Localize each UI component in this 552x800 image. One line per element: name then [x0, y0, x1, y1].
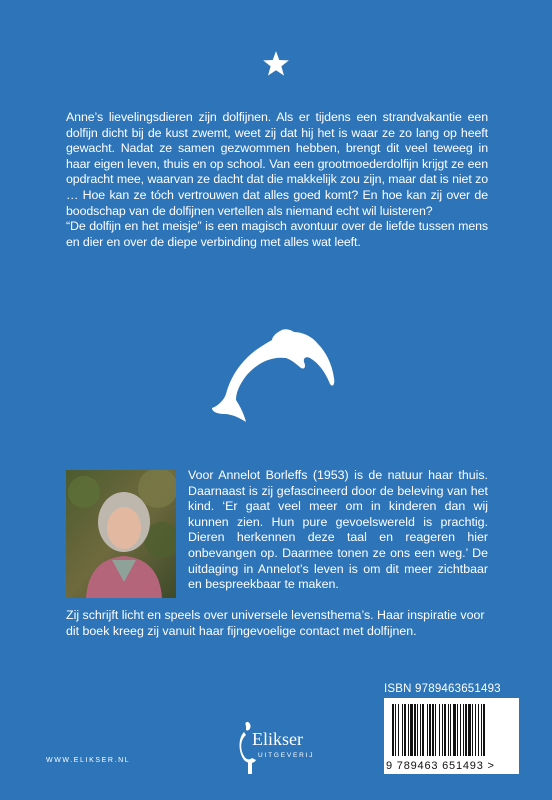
author-bio-text: Voor Annelot Borleffs (1953) is de natuur haar thuis. Daarnaast is zij gefascineerd door de beleving van het kind. ‘Er gaat veel meer om in kinderen dan wij kunnen zien. Hun pure gevoelswereld is prachtig. Dieren herkennen deze taal en reageren hier onbevangen op. Daarmee tonen ze ons een weg.’ De uitdaging in Annelot’s leven is om dit meer zichtbaar en bespreekbaar te maken. — [188, 468, 488, 592]
barcode-bar — [439, 704, 440, 756]
back-cover-blurb — [66, 110, 488, 250]
author-bio — [188, 468, 488, 593]
star-icon — [262, 50, 290, 78]
barcode-digits: 9 789463 651493 > — [386, 760, 495, 772]
barcode-bar — [475, 704, 476, 756]
barcode-bar — [444, 704, 446, 756]
barcode-bar — [398, 704, 399, 756]
publisher-name: Elikser — [252, 729, 303, 749]
barcode-bar — [442, 704, 443, 756]
barcode-bar — [472, 704, 473, 756]
barcode-bar — [422, 704, 424, 756]
barcode-bar — [392, 704, 394, 756]
barcode-bar — [395, 704, 396, 756]
barcode-bar — [429, 704, 431, 756]
barcode-bar — [420, 704, 421, 756]
barcode-bar — [457, 704, 458, 756]
blurb-paragraph: Anne’s lievelingsdieren zijn dolfijnen. Als er tijdens een strandvakantie een dolfijn dicht bij de kust zwemt, weet zij dat hij het is waar ze zo lang op heeft gewacht. Nadat ze samen gezwommen hebben, brengt dit veel teweeg in haar eigen leven, thuis en op school. Van een grootmoederdolfijn krijgt ze een opdracht mee, waarvan ze dacht dat die makkelijk zou zijn, maar dat is niet zo … Hoe kan ze tóch vertrouwen dat alles goed komt? En hoe kan zij over de boodschap van de dolfijnen vertellen als niemand echt wil luisteren? — [66, 110, 488, 218]
author-bio-continued — [66, 608, 490, 639]
barcode-bar — [478, 704, 479, 756]
barcode-bar — [432, 704, 434, 756]
barcode-bar — [468, 704, 471, 756]
author-photo — [66, 470, 176, 598]
barcode-bar — [465, 704, 467, 756]
barcode-bar — [410, 704, 413, 756]
barcode-bar — [402, 704, 403, 756]
blurb-paragraph: “De dolfijn en het meisje” is een magisch avontuur over de liefde tussen mens en dier en over de diepe verbinding met alles wat leeft. — [66, 219, 488, 249]
isbn-label: ISBN 9789463651493 — [384, 683, 501, 695]
barcode-bar — [450, 704, 451, 756]
barcode-bar — [448, 704, 449, 756]
barcode-bar — [414, 704, 416, 756]
barcode-bar — [463, 704, 464, 756]
barcode-bar — [453, 704, 456, 756]
author-bio-text: Zij schrijft licht en speels over universele levensthema’s. Haar inspiratie voor dit boek kreeg zij vanuit haar fijngevoelige contact met dolfijnen. — [66, 608, 485, 638]
barcode-bar — [427, 704, 428, 756]
barcode-bar — [481, 704, 482, 756]
barcode-bar — [483, 704, 485, 756]
barcode-bar — [435, 704, 436, 756]
dolphin-icon — [210, 328, 340, 424]
barcode-bar — [417, 704, 418, 756]
publisher-subtitle: UITGEVERIJ — [258, 752, 315, 759]
website-url: WWW.ELIKSER.NL — [46, 757, 131, 764]
barcode-bar — [460, 704, 461, 756]
barcode-bar — [408, 704, 409, 756]
barcode-bar — [404, 704, 406, 756]
